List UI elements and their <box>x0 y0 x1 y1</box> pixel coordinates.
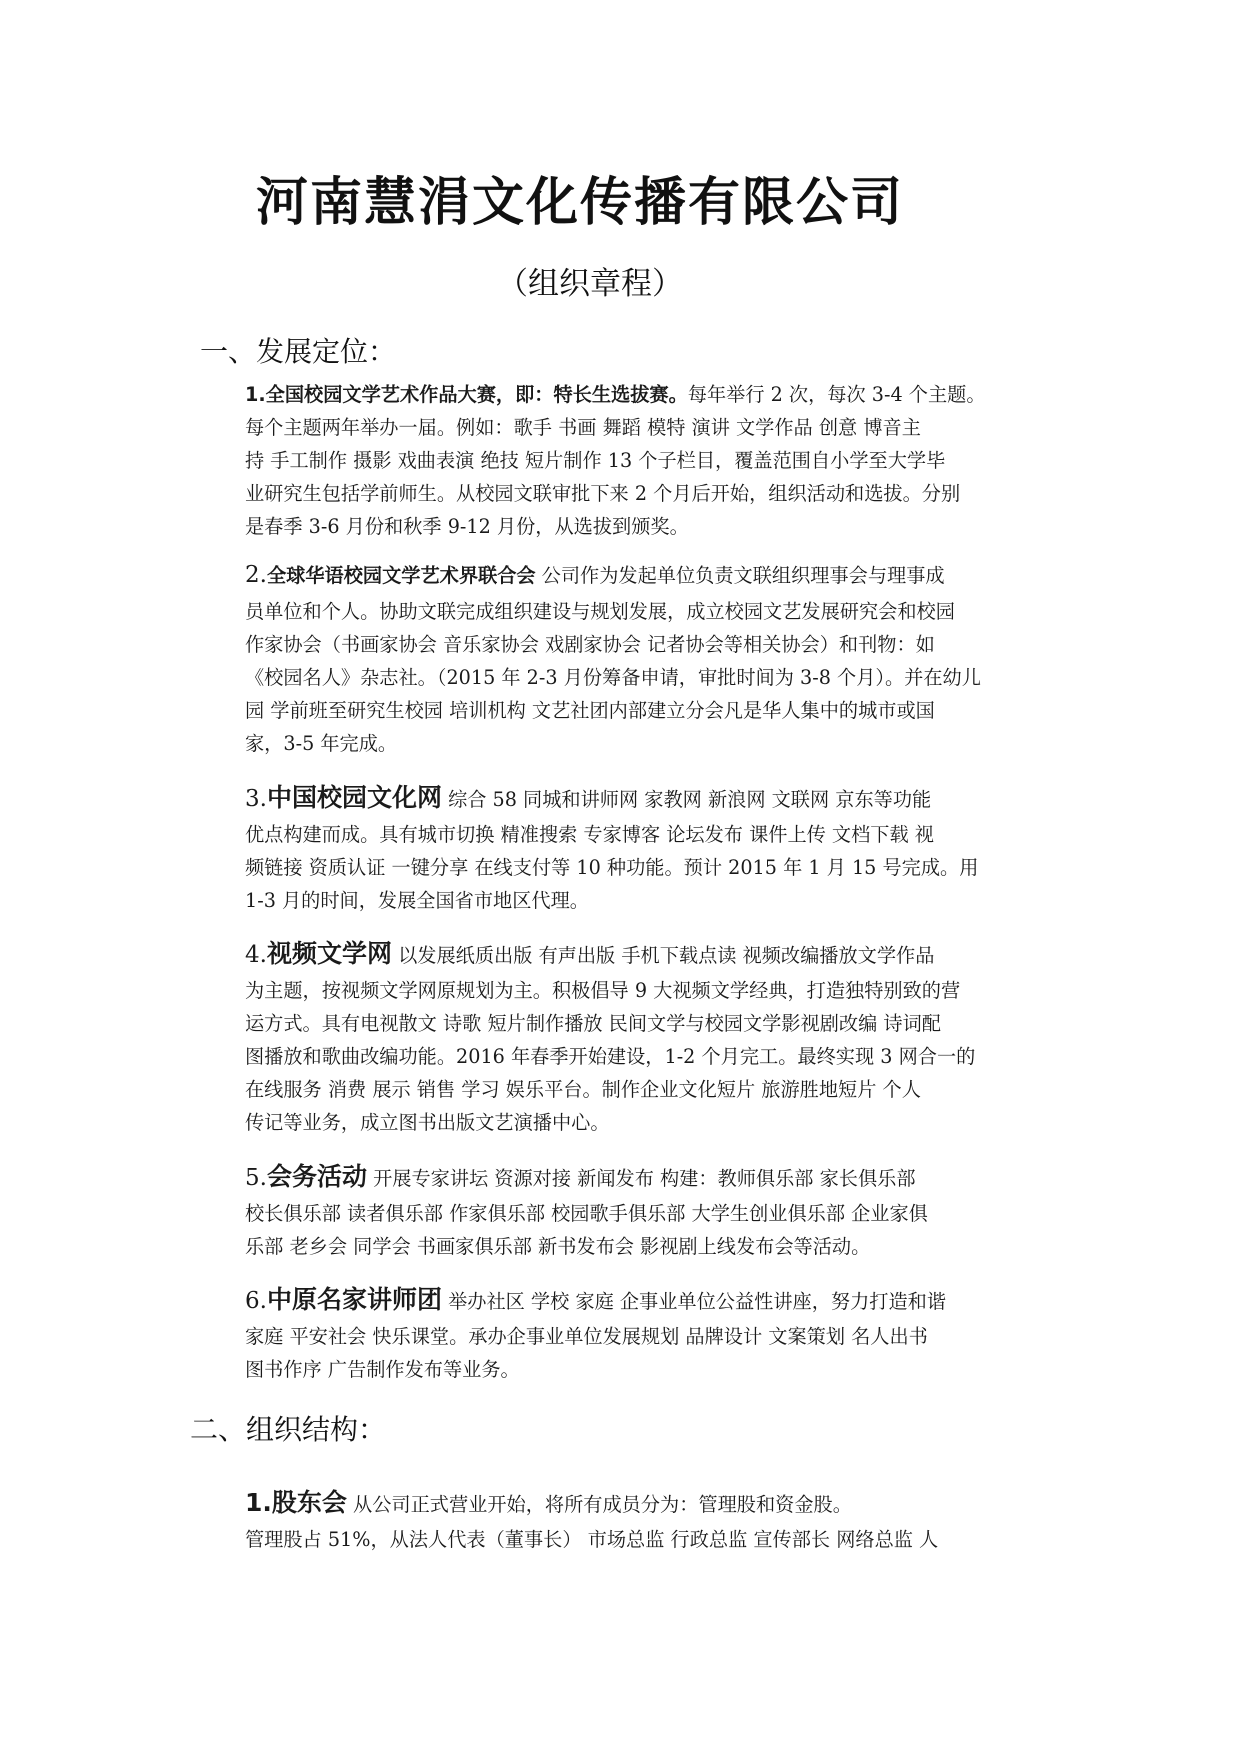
paragraph-line: 每年举行 2 次，每次 3-4 个主题。 <box>687 383 986 406</box>
paragraph-line: 业研究生包括学前师生。从校园文联审批下来 2 个月后开始，组织活动和选拔。分别 <box>245 482 961 505</box>
paragraph-line: 图书作序 广告制作发布等业务。 <box>245 1358 520 1381</box>
paragraph-5 <box>245 1157 1055 1263</box>
paragraph-line: 家，3-5 年完成。 <box>245 732 398 755</box>
paragraph-line: 每个主题两年举办一届。例如：歌手 书画 舞蹈 模特 演讲 文学作品 创意 博音主 <box>245 416 921 439</box>
paragraph-1 <box>245 378 1055 543</box>
paragraph-line: 家庭 平安社会 快乐课堂。承办企事业单位发展规划 品牌设计 文案策划 名人出书 <box>245 1325 928 1348</box>
paragraph-line: 图播放和歌曲改编功能。2016 年春季开始建设，1-2 个月完工。最终实现 3 网合一的 <box>245 1045 976 1068</box>
paragraph-line: 为主题，按视频文学网原规划为主。积极倡导 9 大视频文学经典，打造独特别致的营 <box>245 979 961 1002</box>
paragraph-lead: 会务活动 <box>266 1162 367 1191</box>
paragraph-line: 开展专家讲坛 资源对接 新闻发布 构建：教师俱乐部 家长俱乐部 <box>366 1167 916 1190</box>
paragraph-line: 园 学前班至研究生校园 培训机构 文艺社团内部建立分会凡是华人集中的城市或国 <box>245 699 935 722</box>
paragraph-line: 运方式。具有电视散文 诗歌 短片制作播放 民间文学与校园文学影视剧改编 诗词配 <box>245 1012 941 1035</box>
paragraph-line: 员单位和个人。协助文联完成组织建设与规划发展，成立校园文艺发展研究会和校园 <box>245 600 955 623</box>
paragraph-lead: 全球华语校园文学艺术界联合会 <box>266 564 536 587</box>
paragraph-line: 公司作为发起单位负责文联组织理事会与理事成 <box>535 564 945 587</box>
paragraph-line: 综合 58 同城和讲师网 家教网 新浪网 文联网 京东等功能 <box>441 788 932 811</box>
paragraph-number: 3. <box>245 786 267 812</box>
paragraph-line: 管理股占 51%，从法人代表（董事长） 市场总监 行政总监 宣传部长 网络总监 人 <box>245 1528 939 1551</box>
paragraph-line: 在线服务 消费 展示 销售 学习 娱乐平台。制作企业文化短片 旅游胜地短片 个人 <box>245 1078 921 1101</box>
paragraph-line: 作家协会（书画家协会 音乐家协会 戏剧家协会 记者协会等相关协会）和刊物：如 <box>245 633 935 656</box>
paragraph-lead: 中原名家讲师团 <box>266 1285 442 1314</box>
paragraph-4 <box>245 934 1055 1139</box>
paragraph-line: 优点构建而成。具有城市切换 精准搜索 专家博客 论坛发布 课件上传 文档下载 视 <box>245 823 934 846</box>
paragraph-line: 是春季 3-6 月份和秋季 9-12 月份，从选拔到颁奖。 <box>245 515 689 538</box>
paragraph-line: 传记等业务，成立图书出版文艺演播中心。 <box>245 1111 610 1134</box>
paragraph-line: 频链接 资质认证 一键分享 在线支付等 10 种功能。预计 2015 年 1 月 15 号完成。用 <box>245 856 979 879</box>
page-subtitle: （组织章程） <box>497 266 683 302</box>
paragraph-2 <box>245 555 1055 760</box>
paragraph-line: 以发展纸质出版 有声出版 手机下载点读 视频改编播放文学作品 <box>391 944 935 967</box>
paragraph-line: 《校园名人》杂志社。（2015 年 2-3 月份筹备申请，审批时间为 3-8 个月）。并在幼儿 <box>245 666 981 689</box>
paragraph-line: 1-3 月的时间，发展全国省市地区代理。 <box>245 889 589 912</box>
paragraph-line: 从公司正式营业开始，将所有成员分为：管理股和资金股。 <box>346 1493 852 1516</box>
paragraph-lead: 1.全国校园文学艺术作品大赛，即：特长生选拔赛。 <box>245 383 688 406</box>
paragraph-number: 4. <box>245 942 267 968</box>
paragraph-lead: 1.股东会 <box>245 1488 347 1517</box>
paragraph-lead: 视频文学网 <box>266 939 392 968</box>
paragraph-line: 校长俱乐部 读者俱乐部 作家俱乐部 校园歌手俱乐部 大学生创业俱乐部 企业家俱 <box>245 1202 928 1225</box>
section-heading-1: 一、发展定位： <box>200 335 397 368</box>
paragraph-6 <box>245 1280 1055 1386</box>
paragraph-number: 5. <box>245 1165 267 1191</box>
paragraph-line: 持 手工制作 摄影 戏曲表演 绝技 短片制作 13 个子栏目，覆盖范围自小学至大学毕 <box>245 449 946 472</box>
page-title: 河南慧涓文化传播有限公司 <box>255 173 904 233</box>
paragraph-7 <box>245 1483 1055 1556</box>
paragraph-number: 6. <box>245 1288 267 1314</box>
paragraph-3 <box>245 778 1055 917</box>
paragraph-line: 举办社区 学校 家庭 企事业单位公益性讲座，努力打造和谐 <box>441 1290 947 1313</box>
paragraph-lead: 中国校园文化网 <box>266 783 442 812</box>
paragraph-number: 2. <box>245 562 267 588</box>
section-heading-2: 二、组织结构： <box>190 1413 387 1446</box>
paragraph-line: 乐部 老乡会 同学会 书画家俱乐部 新书发布会 影视剧上线发布会等活动。 <box>245 1235 871 1258</box>
